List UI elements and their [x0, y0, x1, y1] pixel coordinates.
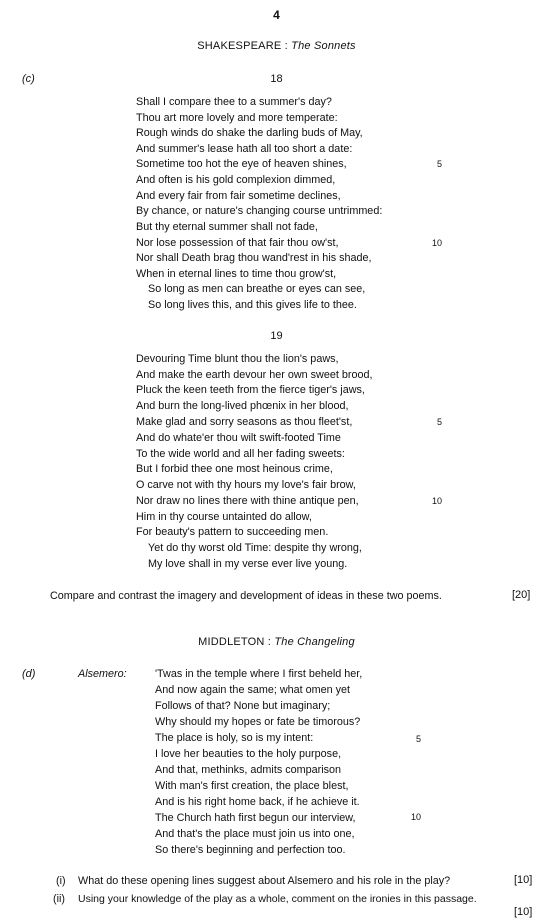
question-compare: Compare and contrast the imagery and development of ideas in these two poems. [50, 590, 442, 602]
question-ii-text: Using your knowledge of the play as a whole, comment on the ironies in this passage. [78, 893, 477, 905]
poem-line: Nor draw no lines there with thine antique pen, [136, 495, 359, 507]
line-number-5: 5 [416, 734, 422, 744]
poem-line: And often is his gold complexion dimmed, [136, 174, 336, 186]
line-number-5: 5 [437, 159, 443, 169]
poem-line: Sometime too hot the eye of heaven shines, [136, 158, 347, 170]
poem-line: When in eternal lines to time thou grow'st, [136, 268, 337, 280]
passage-line: Why should my hopes or fate be timorous? [155, 716, 361, 728]
heading-work: The Sonnets [291, 40, 356, 52]
passage-line: With man's first creation, the place blest, [155, 780, 349, 792]
passage-line: And that, methinks, admits comparison [155, 764, 342, 776]
poem-line: And summer's lease hath all too short a date: [136, 143, 353, 155]
poem-line: Make glad and sorry seasons as thou fleet'st, [136, 416, 353, 428]
question-label-i: (i) [56, 875, 66, 887]
section-heading-middleton [0, 636, 553, 648]
poem-line: For beauty's pattern to succeeding men. [136, 526, 329, 538]
line-number-10: 10 [432, 238, 443, 248]
poem-line: And every fair from fair sometime declines, [136, 190, 341, 202]
poem-line: Thou art more lovely and more temperate: [136, 112, 338, 124]
marks-badge: [20] [512, 589, 531, 601]
poem-line: But I forbid thee one most heinous crime, [136, 463, 333, 475]
passage-line: Follows of that? None but imaginary; [155, 700, 331, 712]
poem-line: But thy eternal summer shall not fade, [136, 221, 318, 233]
heading-author: MIDDLETON : [198, 636, 272, 648]
poem-line: So long lives this, and this gives life to thee. [148, 299, 357, 311]
speaker-name: Alsemero: [78, 668, 127, 680]
poem-line: Shall I compare thee to a summer's day? [136, 96, 332, 108]
passage-line: I love her beauties to the holy purpose, [155, 748, 342, 760]
poem-line: O carve not with thy hours my love's fair brow, [136, 479, 356, 491]
poem-line: And make the earth devour her own sweet brood, [136, 369, 373, 381]
marks-badge: [10] [514, 906, 533, 918]
heading-author: SHAKESPEARE : [197, 40, 288, 52]
line-number-5: 5 [437, 417, 443, 427]
poem-line: Pluck the keen teeth from the fierce tiger's jaws, [136, 384, 365, 396]
passage-line: And now again the same; what omen yet [155, 684, 351, 696]
sonnet-number-19: 19 [270, 330, 283, 342]
passage-line: The Church hath first begun our interview, [155, 812, 356, 824]
section-heading-shakespeare [0, 40, 553, 52]
sonnet-number-18: 18 [270, 73, 283, 85]
passage-line: 'Twas in the temple where I first beheld her, [155, 668, 363, 680]
question-label-ii: (ii) [53, 893, 65, 905]
line-number-10: 10 [411, 812, 422, 822]
poem-line: Nor shall Death brag thou wand'rest in his shade, [136, 252, 372, 264]
part-label-d: (d) [22, 668, 36, 680]
passage-line: So there's beginning and perfection too. [155, 844, 346, 856]
poem-line: So long as men can breathe or eyes can see, [148, 283, 366, 295]
marks-badge: [10] [514, 874, 533, 886]
passage-line: And is his right home back, if he achieve it. [155, 796, 360, 808]
page-number: 4 [273, 8, 280, 22]
poem-line: By chance, or nature's changing course untrimmed: [136, 205, 383, 217]
poem-line: My love shall in my verse ever live young. [148, 558, 348, 570]
poem-line: Yet do thy worst old Time: despite thy wrong, [148, 542, 362, 554]
passage-line: The place is holy, so is my intent: [155, 732, 314, 744]
question-i-text: What do these opening lines suggest about Alsemero and his role in the play? [78, 875, 451, 887]
poem-line: And burn the long-lived phœnix in her blood, [136, 400, 349, 412]
poem-line: Nor lose possession of that fair thou ow'st, [136, 237, 339, 249]
poem-line: Him in thy course untainted do allow, [136, 511, 312, 523]
line-number-10: 10 [432, 496, 443, 506]
heading-work: The Changeling [274, 636, 355, 648]
passage-line: And that's the place must join us into one, [155, 828, 355, 840]
poem-line: And do whate'er thou wilt swift-footed Time [136, 432, 341, 444]
poem-line: To the wide world and all her fading sweets: [136, 448, 345, 460]
poem-line: Devouring Time blunt thou the lion's paws, [136, 353, 339, 365]
poem-line: Rough winds do shake the darling buds of May, [136, 127, 363, 139]
part-label-c: (c) [22, 73, 35, 85]
